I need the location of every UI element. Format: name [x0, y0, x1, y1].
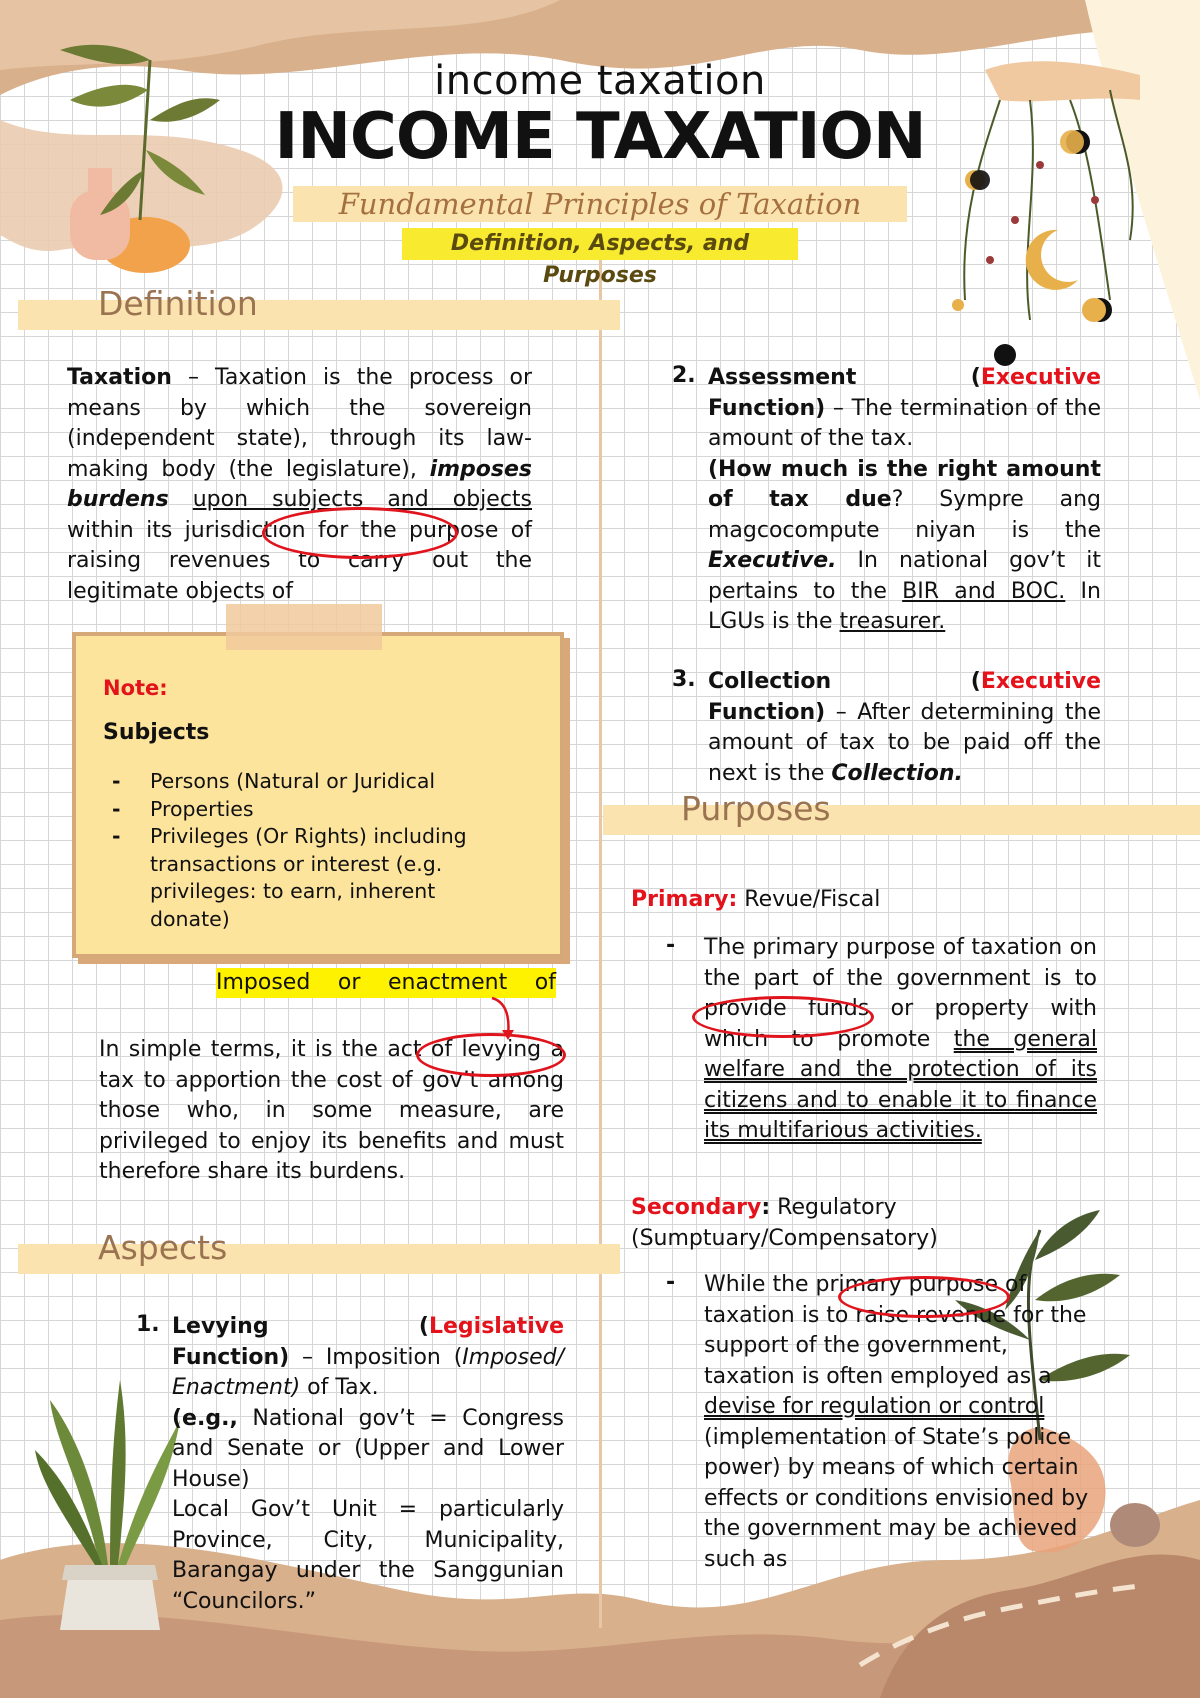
primary-purpose-text: The primary purpose of taxation on the part of the government is to provide funds or property with which to promote the general welfare and the protection of its citizens and to enable it to finance its multifarious activities.	[704, 935, 1097, 1143]
dash-bullet: -	[666, 933, 676, 958]
page-subtitle: Fundamental Principles of Taxation	[293, 186, 907, 222]
secondary-purpose-text: While the primary purpose of taxation is to raise revenue for the support of the government, taxation is often employed as a devise for regulation or control (implementation of State’s police power) by means of which certain effects or conditions envisioned by the government may be achieved such as	[704, 1272, 1089, 1572]
aspect-2-assessment: Assessment (Executive Function) – The termination of the amount of the tax. (How much is the right amount of tax due? Sympre ang magcocompute niyan is the Executive. In national gov’t it pertains to the BIR and BOC. In LGUs is the treasurer.	[708, 365, 1102, 634]
page-subsubtitle: Definition, Aspects, and Purposes	[402, 228, 798, 260]
act-of-circle	[416, 1033, 566, 1077]
aspect-2-number: 2.	[672, 363, 696, 388]
purposes-heading: Purposes	[681, 789, 831, 828]
definition-paragraph: Taxation – Taxation is the process or means by which the sovereign (independent state), through its law-making body (the legislature), imposes burdens upon subjects and objects within its jurisdiction for the purpose of raising revenues to carry out the legitimate objects of	[67, 365, 533, 604]
subject-item: - Privileges (Or Rights) including transactions or interest (e.g. privileges: to earn, inherent donate)	[76, 823, 506, 933]
imposed-highlight: Imposed or enactment of	[216, 968, 556, 998]
primary-purpose-circle	[838, 1276, 1010, 1318]
aspect-1-levying: Levying (Legislative Function) – Imposition (Imposed/ Enactment) of Tax. (e.g., National gov’t = Congress and Senate or (Upper and Lower House) Local Gov’t Unit = particularly Province, City, Municipality, Barangay under the Sanggunian “Councilors.”	[172, 1314, 564, 1614]
page-title: INCOME TAXATION	[274, 100, 926, 174]
secondary-purpose-label: Secondary: Regulatory (Sumptuary/Compensatory)	[631, 1195, 938, 1251]
aspect-3-number: 3.	[672, 667, 696, 692]
note-heading: Subjects	[103, 720, 210, 745]
subject-item: - Properties	[76, 796, 506, 824]
term-taxation: Taxation	[67, 365, 172, 390]
aspect-3-collection: Collection (Executive Function) – After determining the amount of tax to be paid off the next is the Collection.	[708, 669, 1101, 786]
tape-decoration	[226, 604, 382, 650]
jurisdiction-circle	[262, 507, 458, 559]
aspects-heading: Aspects	[98, 1228, 228, 1267]
definition-heading: Definition	[98, 284, 258, 323]
page-title-small: income taxation	[434, 58, 766, 104]
note-label: Note:	[103, 676, 168, 700]
subjects-list	[76, 768, 506, 938]
simple-terms-paragraph: In simple terms, it is the act of levying a tax to apportion the cost of gov’t among those who, in some measure, are privileged to enjoy its benefits and must therefore share its burdens.	[99, 1037, 564, 1184]
subject-item: - Persons (Natural or Juridical	[76, 768, 506, 796]
primary-purpose-label: Primary: Revue/Fiscal	[631, 887, 881, 912]
emph-imposes-burdens: imposes burdens	[67, 456, 532, 512]
dash-bullet: -	[666, 1270, 676, 1295]
is-to-provide-circle	[692, 996, 874, 1038]
note-card	[72, 632, 564, 958]
aspect-1-number: 1.	[136, 1312, 160, 1337]
